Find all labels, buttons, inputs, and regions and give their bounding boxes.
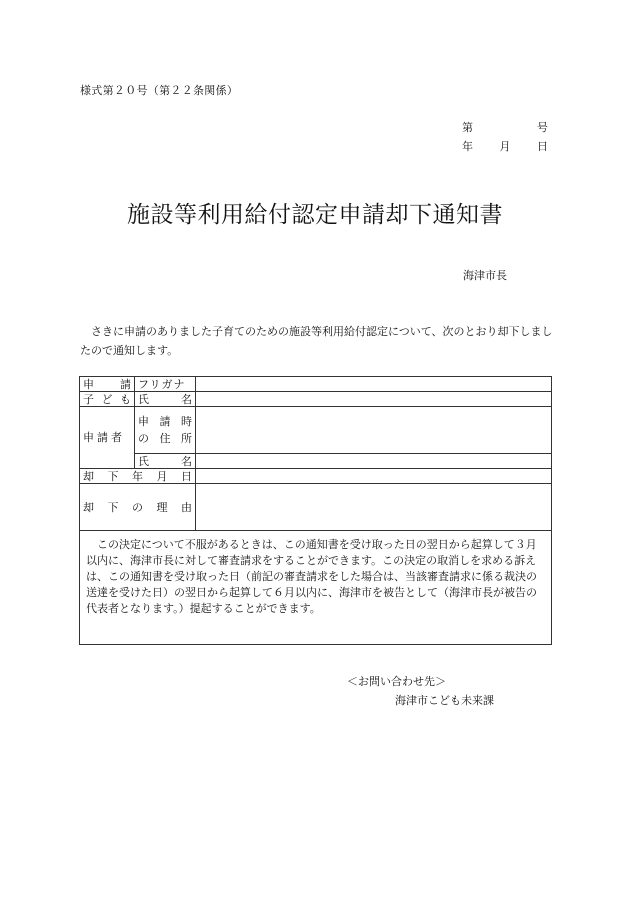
rejection-date-row: [80, 469, 552, 484]
appeal-notice-text: この決定について不服があるときは、この通知書を受け取った日の翌日から起算して３月以内に、海津市長に対して審査請求をすることができます。この決定の取消しを求める訴えは、この通知書を受け取った日（前記の審査請求をした場合は、当該審査請求に係る裁決の送達を受けた日）の翌日から起算して６月以内に、海津市を被告として（海津市長が被告の代表者となります。）提起することができます。: [86, 538, 537, 615]
label-char: の: [138, 432, 149, 445]
label-char: 年: [132, 469, 143, 483]
label-char: 下: [107, 469, 119, 483]
furigana-label: [135, 377, 196, 392]
label-char: ど: [101, 392, 113, 406]
label-char: 氏: [138, 454, 149, 468]
child-name-label: [135, 392, 196, 407]
document-number-row: [462, 118, 548, 137]
address-row: [80, 407, 552, 454]
application-table: [79, 376, 552, 645]
label-char: 下: [107, 500, 119, 514]
label-char: 月: [156, 469, 168, 483]
label-char: 時: [181, 415, 192, 428]
furigana-field[interactable]: [196, 377, 552, 392]
label-char: 所: [181, 432, 192, 445]
number-prefix: 第: [462, 121, 473, 134]
rejection-reason-row: [80, 484, 552, 531]
applicant-text: 申請者: [83, 431, 125, 444]
label-char: 請: [159, 415, 171, 428]
contact-department: 海津市こども未来課: [395, 694, 494, 707]
rejection-reason-field[interactable]: [196, 484, 552, 531]
label-char: 由: [181, 500, 192, 514]
number-suffix: 号: [537, 121, 548, 134]
applicant-name-field[interactable]: [196, 454, 552, 469]
date-year: 年: [462, 140, 473, 153]
date-day: 日: [537, 140, 548, 153]
label-char: 申: [83, 377, 94, 391]
contact-heading: ＜お問い合わせ先＞: [347, 675, 446, 688]
applicant-name-row: [80, 454, 552, 469]
date-month: 月: [499, 140, 511, 153]
applicant-name-label: [135, 454, 196, 469]
label-char: 住: [159, 432, 171, 445]
child-group-label-top: [80, 377, 135, 392]
label-char: の: [132, 500, 143, 514]
contact-block: [347, 672, 494, 710]
label-char: 却: [83, 500, 94, 514]
form-number: 様式第２０号（第２２条関係）: [80, 84, 239, 97]
label-char: 請: [120, 377, 131, 391]
label-char: 日: [181, 469, 192, 483]
address-field[interactable]: [196, 407, 552, 454]
document-date-row: [462, 137, 548, 156]
furigana-row: [80, 377, 552, 392]
child-name-row: [80, 392, 552, 407]
label-char: 子: [83, 392, 94, 406]
rejection-date-label: [80, 469, 196, 484]
document-title: 施設等利用給付認定申請却下通知書: [127, 202, 503, 228]
rejection-date-field[interactable]: [196, 469, 552, 484]
address-label: [135, 407, 196, 454]
applicant-label: [80, 407, 135, 469]
label-char: 名: [181, 392, 192, 406]
label-char: 理: [156, 500, 168, 514]
notice-row: [80, 531, 552, 645]
label-char: も: [120, 392, 131, 406]
child-group-label-bottom: [80, 392, 135, 407]
issuer: 海津市長: [463, 269, 507, 282]
document-number-block: [462, 118, 548, 156]
child-name-field[interactable]: [196, 392, 552, 407]
appeal-notice: [80, 531, 552, 645]
label-char: 申: [138, 415, 149, 428]
label-char: 却: [83, 469, 94, 483]
label-char: 名: [181, 454, 192, 468]
label-char: 氏: [138, 392, 149, 406]
rejection-reason-label: [80, 484, 196, 531]
furigana-text: フリガナ: [138, 377, 186, 391]
intro-paragraph: さきに申請のありました子育てのための施設等利用給付認定について、次のとおり却下しましたので通知します。: [80, 325, 553, 357]
